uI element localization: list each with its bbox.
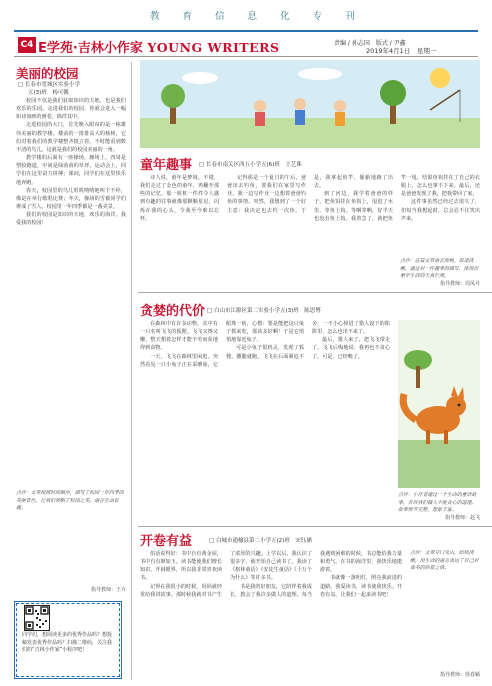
paragraph: 记得在我很小的时候，妈妈就经常给我讲故事。那时候我就对书产生了浓厚的兴趣。上学以后，我认识了很多字，就开始自己读书了。我读了《格林童话》《安徒生童话》《十万个为什么》等许多书。	[140, 551, 312, 598]
article-body	[140, 550, 402, 678]
promo-text: 同学们，想阅读更多的优秀作品吗？想投稿发表优秀作品吗？扫描二维码，关注我们的“吉林小作家”小程序吧！	[22, 632, 113, 654]
article-divider	[138, 292, 492, 293]
article-teacher: 指导教师：王卉	[90, 587, 126, 593]
paragraph: 记得那是一个夏日的午后，爸爸出去钓鱼，要我们在家里写作业。我一边写作业一边想着爸爸钓鱼的事情。突然，我想到了一个好主意：我决定也去钓一次鱼。于是，我拿起鱼竿，偷偷地跑了出去。	[227, 175, 393, 214]
article-byline: □ 白山市江源区第二实验小学五(3)班 陈思博	[207, 308, 321, 314]
paragraph: 这件事虽然已经过去很久了，但每当我想起时，总会忍不住笑出声来。	[401, 199, 480, 222]
article-title: 贪婪的代价	[140, 304, 206, 319]
section-title-en: YOUNG WRITERS	[147, 40, 280, 55]
paragraph: 校园不仅是我们获取知识的天地，也是我们欢乐的乐园。走进我们的校园，你就会进入一幅如诗如画的画卷，徜徉其中。	[16, 98, 126, 121]
article-divider	[138, 526, 492, 527]
article-body	[16, 97, 126, 477]
paragraph: 教学楼的后面有一座操场，操场上，四周是塑胶跑道，中间是绿茵茵的草坪。运动会上，同学们在这里奋力拼搏；课间，同学们在这里快乐地奔跑。	[16, 155, 126, 186]
paragraph: 诗人说，童年是梦境。不错，我们走过了金色的童年，再翻开那些的记忆，那一桩桩一件件令人感到有趣的往事就像那颗颗星星，闪烁在我的心头，令我至今难以忘怀。	[140, 175, 219, 222]
article-comment: 点评：小作者通过一个生动的童话故事，告诉我们做人不能贪心的道理。故事情节完整，想象丰富。	[398, 492, 477, 514]
section-title	[38, 37, 280, 56]
paragraph: 走进校园的大门，首先映入眼帘的是一栋雄伟美丽的教学楼。楼前的一排排高大的杨树，它们对着我们的教学楼整齐挺立着。不时能看到数不清的鸟儿。这就是我们的校园美丽的一角。	[16, 122, 126, 153]
section-logo: C4	[18, 37, 36, 53]
article-byline-class: 五(3)班 杨可馨	[28, 90, 69, 96]
paragraph: 书就像一盏明灯，照亮我前进的道路。我爱读书，读书使我快乐。开卷有益，让我们一起来读书吧！	[320, 575, 402, 598]
article-comment: 点评：文章开门见山，结构清晰，用生动的语言表达了自己对读书的热爱之情。	[410, 550, 479, 572]
article-title: 童年趣事	[140, 158, 193, 173]
section-title-cn: E学苑·吉林小作家	[38, 41, 143, 56]
paragraph: 可是小兔子很机灵，发现了狐狸，撒腿就跑。飞飞在后面紧追不舍，一不小心掉进了猎人设下的陷阱里，怎么也出不来了。	[226, 321, 390, 360]
paragraph: 最后，猎人来了，把飞飞带走了。飞飞后悔地说：我再也不贪心了。可是，已经晚了。	[312, 337, 390, 360]
column-divider	[131, 62, 132, 680]
article-comment: 点评：文章按照时间顺序，描写了校园一年四季的美丽景色，让我们领略了校园之美。语言生动有趣。	[16, 490, 124, 512]
article-comment: 点评：这篇文章语言流畅，叙述清晰，通过对一件趣事的描写，体现出童年生活的天真烂漫。	[400, 258, 479, 280]
paragraph: 俗话说得好：书中自有黄金屋，书中自有颜如玉。读书能使我们增长知识，开阔眼界，所以我非常喜欢读书。	[140, 551, 222, 582]
paragraph: 我们的校园是知识的天地，欢乐的海洋。我爱我的校园！	[16, 212, 126, 227]
article-title: 开卷有益	[140, 534, 193, 549]
article-byline: □ 白城市通榆县第二小学五(2)班 宋钰涵	[209, 538, 312, 544]
article-title: 美丽的校园	[16, 66, 79, 81]
issue-date: 2019年4月1日 星期一	[366, 47, 437, 55]
qr-code-icon[interactable]	[24, 605, 50, 631]
childhood-illustration	[140, 60, 480, 148]
editor-credits: 责编 / 孙志国 版式 / 尹鑫	[334, 40, 406, 47]
article-teacher: 指导教师：徐春颖	[439, 672, 480, 678]
paragraph: 春天，校园里的鸟儿叽叽喳喳地叫个不停，像是在举行歌唱比赛；冬天，操场的雪被同学们堆成了雪人。校园里一年四季都是一番美景。	[16, 187, 126, 211]
paragraph: 书是我的好朋友，它陪伴着我成长，教会了我许多做人的道理。每当我遇到困难的时候，书总能给我力量和勇气。在书的海洋里，我快乐地遨游着。	[230, 551, 402, 598]
banner-title: 教 育 信 息 化 专 刊	[150, 11, 365, 22]
fox-illustration	[398, 320, 480, 488]
paragraph: 在森林中有许多动物，其中有一只名叫飞飞的狐狸。飞飞又馋又懒，整天想着怎样才能不劳而获地得到食物。	[140, 321, 218, 352]
article-byline: □ 长春市宽城区实验小学	[18, 82, 80, 88]
article-teacher: 指导教师：赵飞	[444, 515, 480, 521]
paragraph: 一天，飞飞在森林里闲逛，突然看见一只小兔子正在采蘑菇，它眼珠一转，心想：要是能把这只兔子抓来吃，那该多好啊！于是它悄悄地靠近兔子。	[140, 321, 304, 368]
header-divider	[14, 30, 478, 32]
article-byline: □ 长春市南关区西五小学五(6)班 王艺珠	[199, 162, 302, 168]
header-subdivider	[14, 56, 478, 57]
paragraph: 到了河边，我学着爸爸的样子，把鱼饵挂在鱼钩上，甩进了水里，等鱼上钩。等啊等啊，好半天也没有鱼上钩。我着急了，就把鱼竿一甩，结果鱼钩挂在了自己的衣服上，怎么也拿不下来。最后，还是爸爸发现了我，把我带回了家。	[314, 175, 480, 222]
article-teacher: 指导教师：周凤丹	[439, 281, 480, 287]
article-body	[140, 320, 390, 518]
